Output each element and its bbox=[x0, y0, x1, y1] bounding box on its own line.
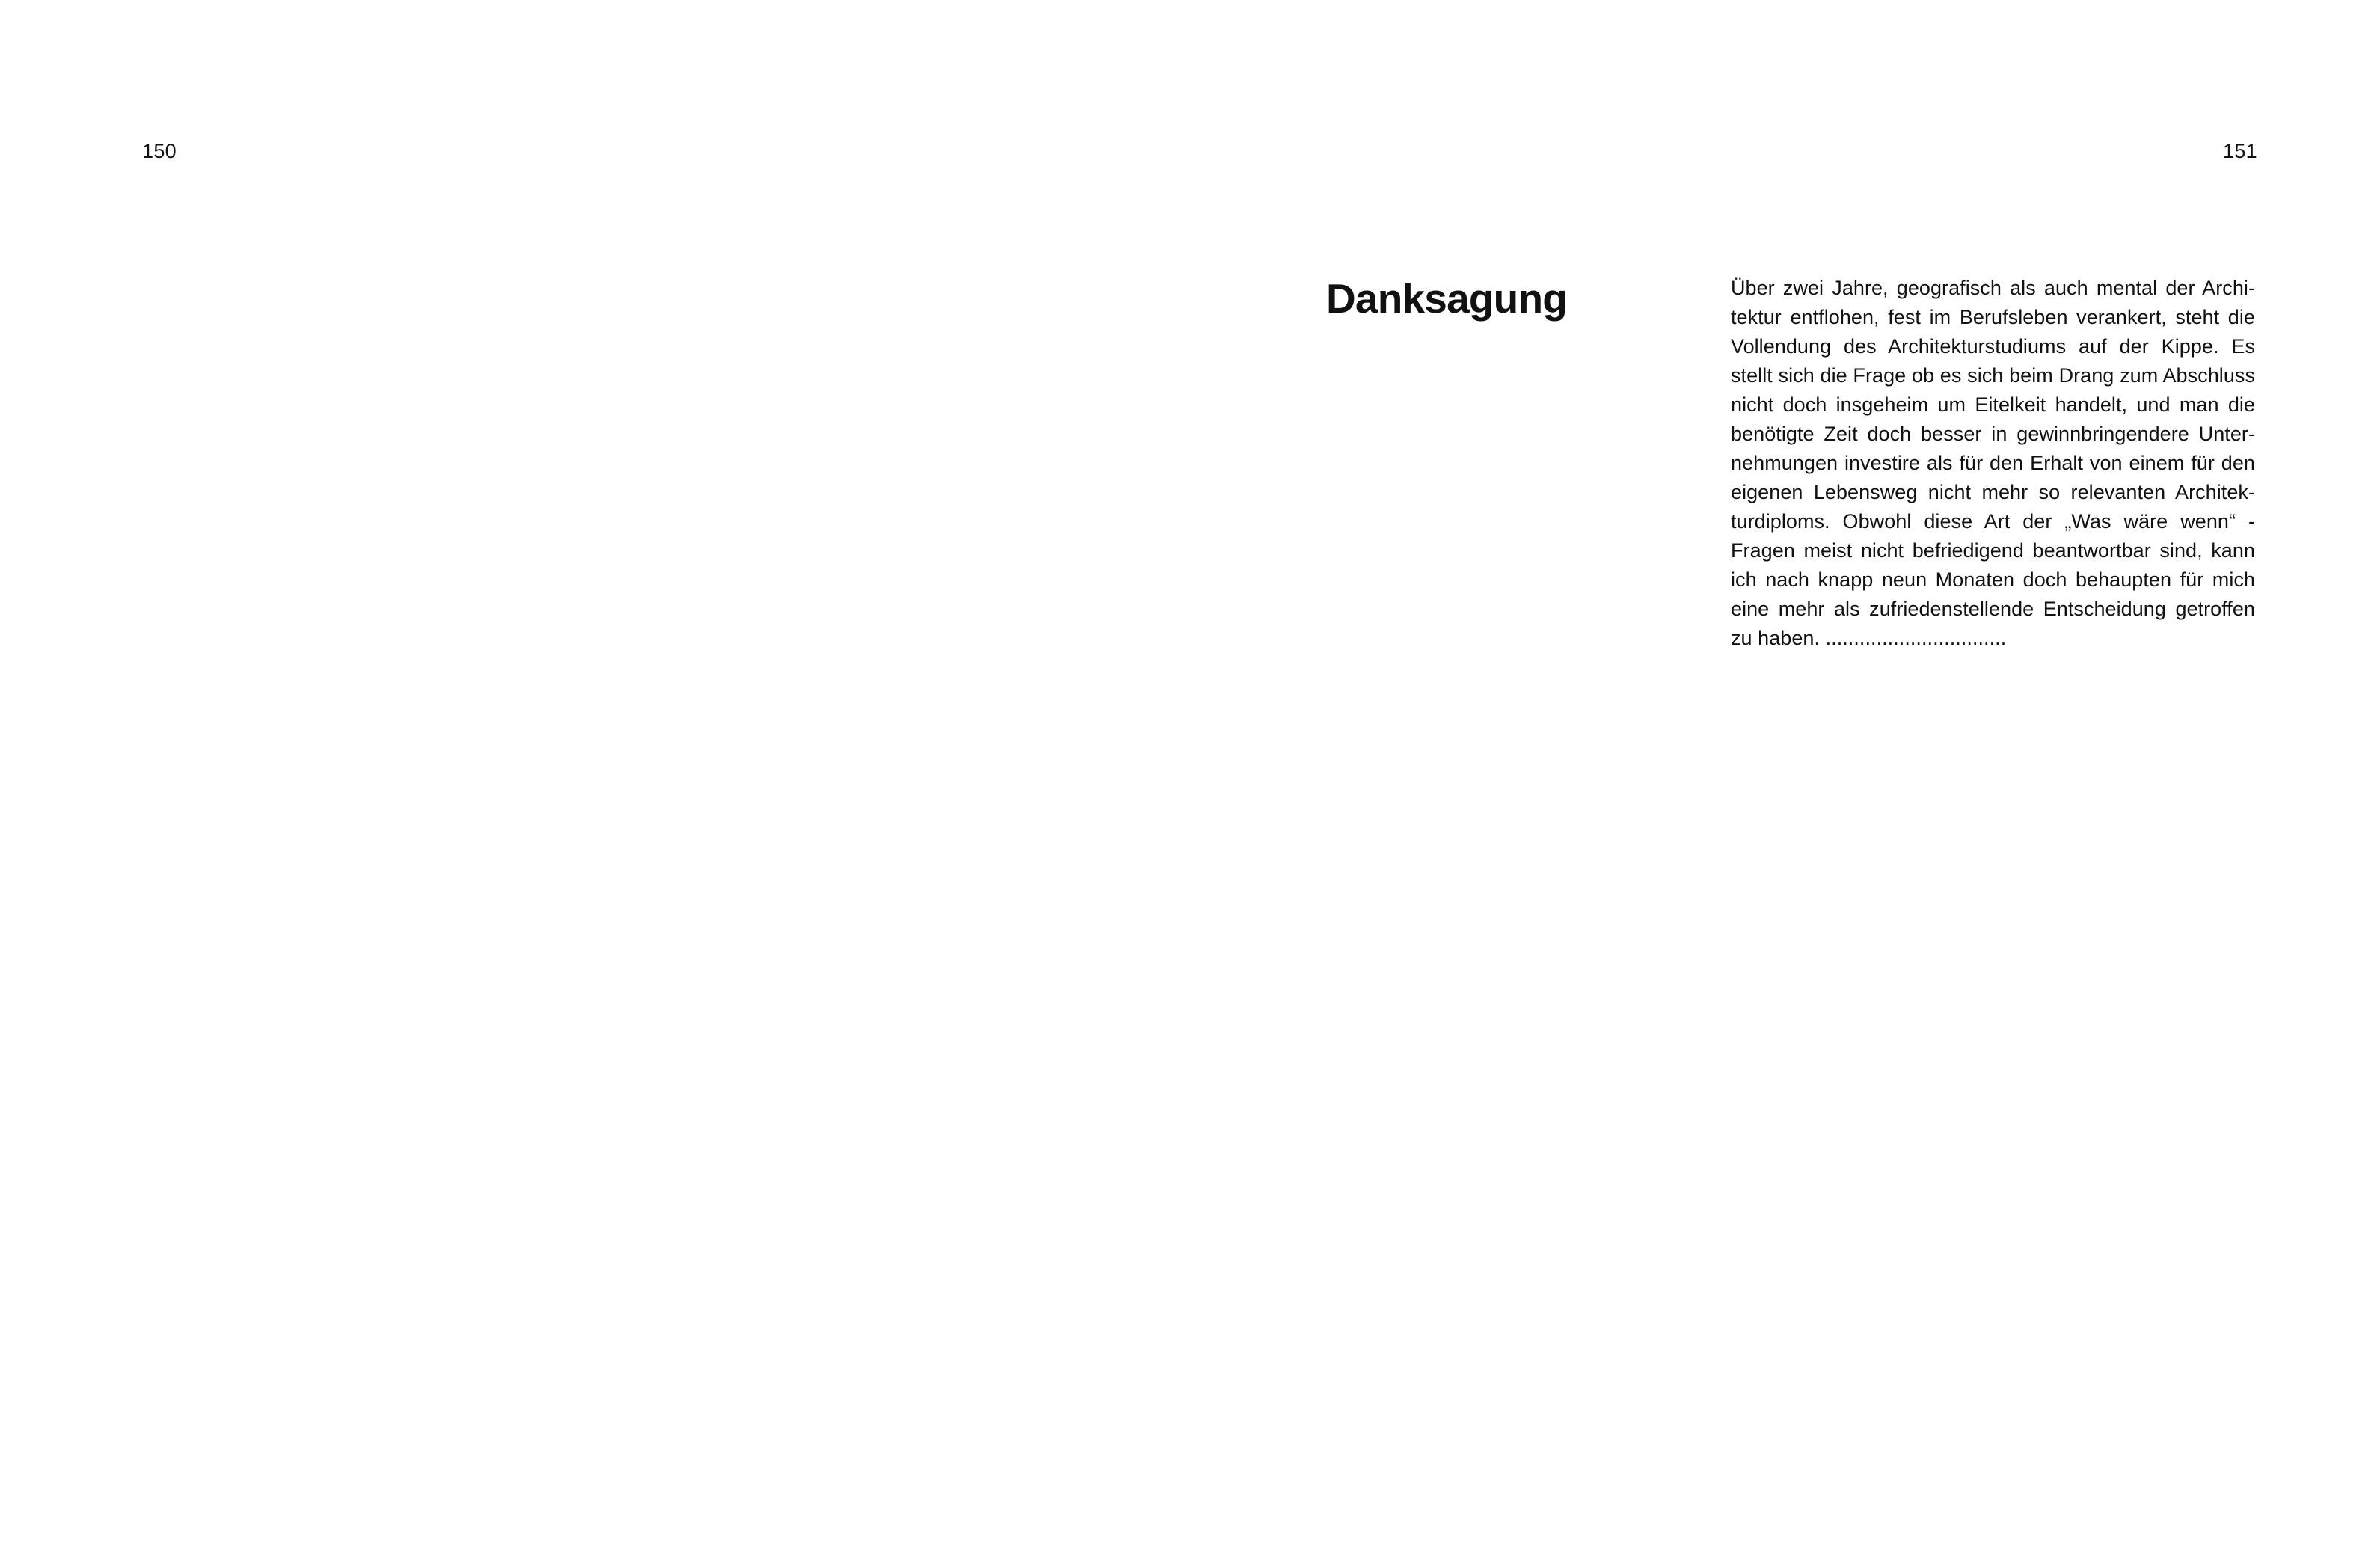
paragraph-line: ich nach knapp neun Monaten doch behaupten für mich bbox=[1731, 568, 2255, 591]
page-number-right: 151 bbox=[2223, 140, 2257, 162]
paragraph-line: Über zwei Jahre, geografisch als auch mental der Archi- bbox=[1731, 277, 2255, 299]
paragraph-line: eine mehr als zufriedenstellende Entscheidung getroffen bbox=[1731, 598, 2255, 620]
paragraph-line: Fragen meist nicht befriedigend beantwortbar sind, kann bbox=[1731, 539, 2255, 562]
paragraph-line: nicht doch insgeheim um Eitelkeit handelt, und man die bbox=[1731, 393, 2255, 416]
paragraph-line: benötigte Zeit doch besser in gewinnbringendere Unter- bbox=[1731, 423, 2255, 445]
right-page bbox=[1190, 0, 2380, 1555]
paragraph-line: turdiploms. Obwohl diese Art der „Was wäre wenn“ - bbox=[1731, 510, 2255, 533]
paragraph-line: nehmungen investire als für den Erhalt von einem für den bbox=[1731, 452, 2255, 474]
acknowledgement-paragraph bbox=[1731, 274, 2255, 653]
paragraph-line: Vollendung des Architekturstudiums auf der Kippe. Es bbox=[1731, 335, 2255, 358]
paragraph-last-line: zu haben. ................................ bbox=[1731, 627, 2007, 649]
page-heading: Danksagung bbox=[1326, 275, 1568, 322]
paragraph-line: eigenen Lebensweg nicht mehr so relevanten Architek- bbox=[1731, 481, 2255, 503]
paragraph-line: tektur entflohen, fest im Berufsleben verankert, steht die bbox=[1731, 306, 2255, 328]
page-number-left: 150 bbox=[142, 140, 177, 162]
paragraph-line: stellt sich die Frage ob es sich beim Drang zum Abschluss bbox=[1731, 364, 2255, 387]
